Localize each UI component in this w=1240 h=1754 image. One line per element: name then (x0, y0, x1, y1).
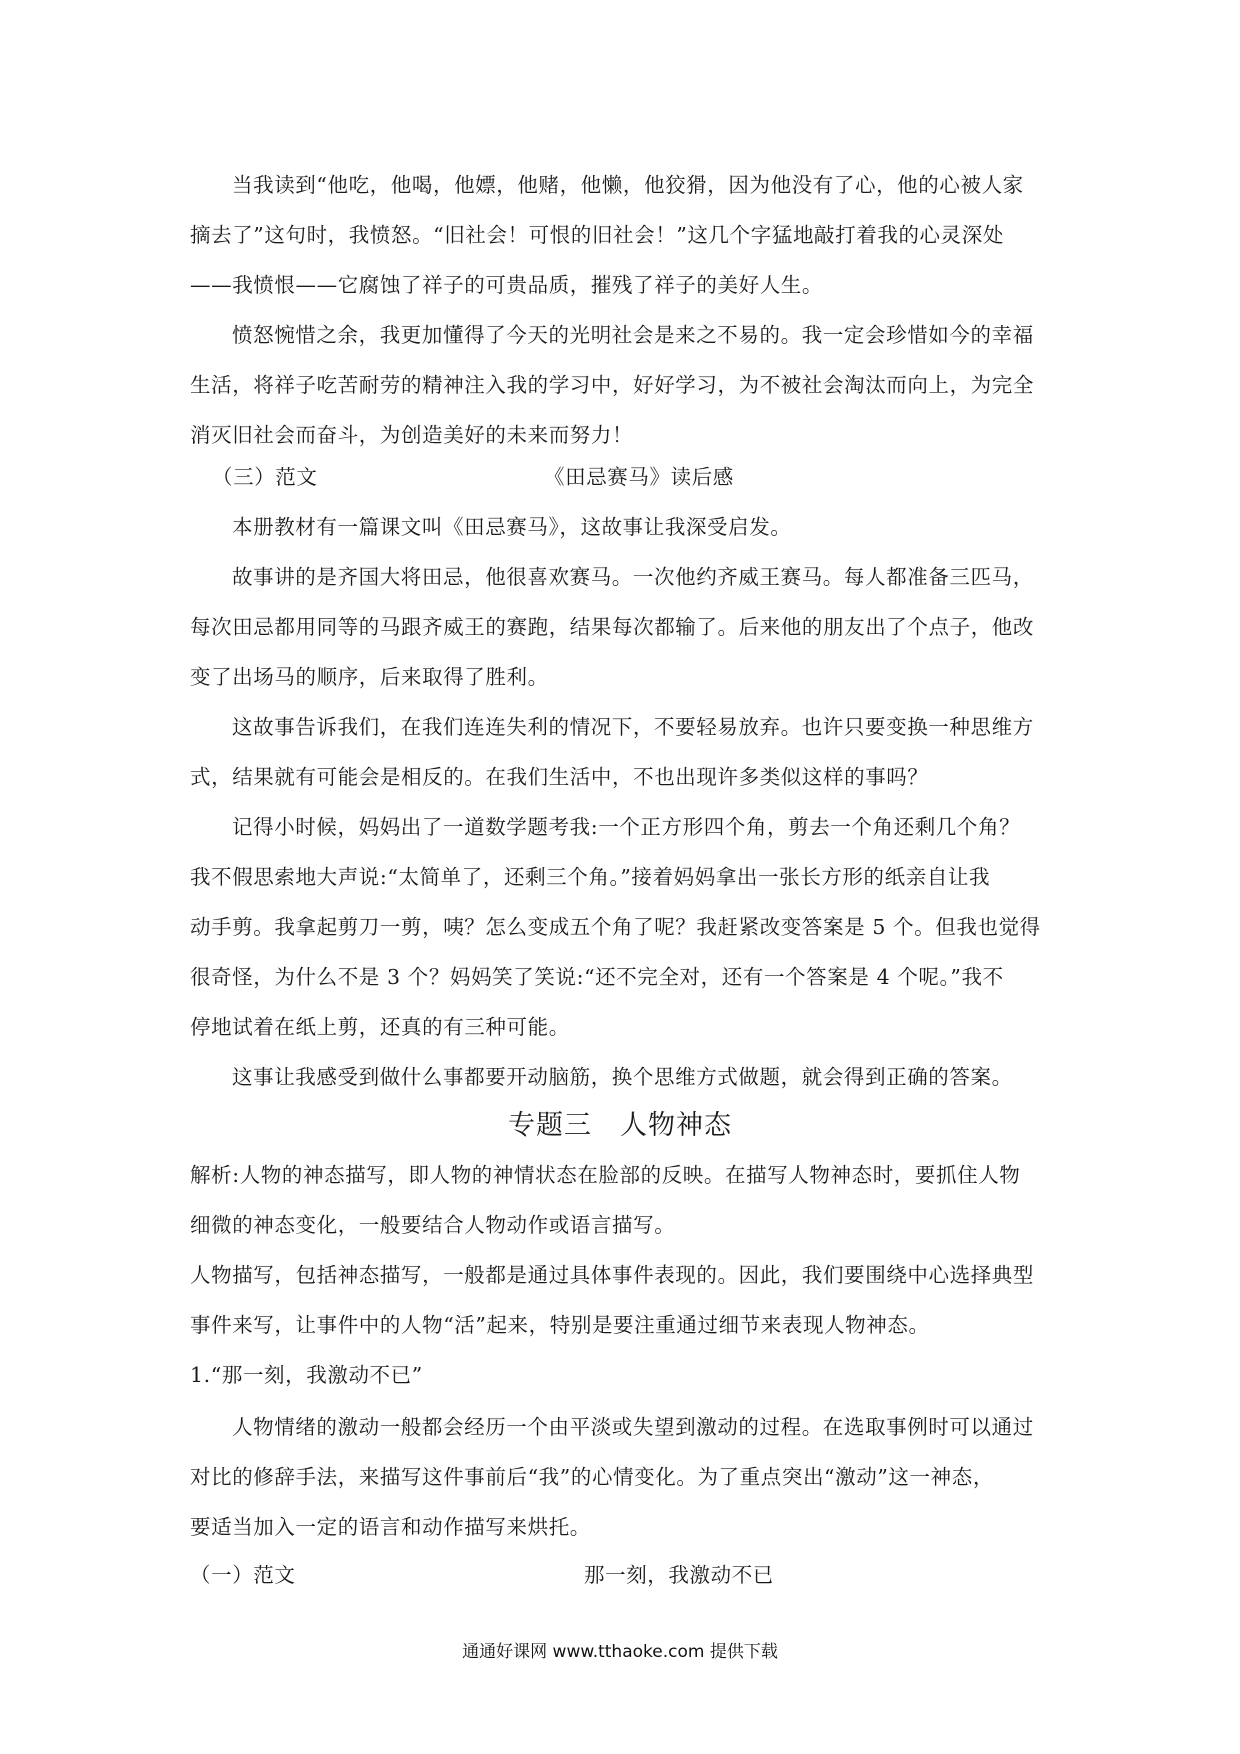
section-heading-title: 人物神态 (620, 1110, 732, 1141)
subsection-title: 1.“那一刻，我激动不已” (190, 1363, 423, 1387)
paragraph-line: 每次田忌都用同等的马跟齐威王的赛跑，结果每次都输了。后来他的朋友出了个点子，他改 (190, 615, 1034, 639)
paragraph-line: 这故事告诉我们，在我们连连失利的情况下，不要轻易放弃。也许只要变换一种思维方 (232, 715, 1034, 739)
paragraph-line: 摘去了”这句时，我愤怒。“旧社会！可恨的旧社会！”这几个字猛地敲打着我的心灵深处 (190, 223, 1004, 247)
paragraph-line: 消灭旧社会而奋斗，为创造美好的未来而努力！ (190, 423, 634, 447)
section-heading (0, 1108, 1240, 1144)
paragraph-line: 人物描写，包括神态描写，一般都是通过具体事件表现的。因此，我们要围绕中心选择典型 (190, 1263, 1034, 1287)
paragraph-line: 细微的神态变化，一般要结合人物动作或语言描写。 (190, 1213, 676, 1237)
paragraph-line: 停地试着在纸上剪，还真的有三种可能。 (190, 1015, 570, 1039)
paragraph-line: 我不假思索地大声说:“太简单了，还剩三个角。”接着妈妈拿出一张长方形的纸亲自让我 (190, 865, 991, 889)
paragraph-line: 愤怒惋惜之余，我更加懂得了今天的光明社会是来之不易的。我一定会珍惜如今的幸福 (232, 323, 1034, 347)
paragraph-line: 变了出场马的顺序，后来取得了胜利。 (190, 665, 549, 689)
paragraph-line: 事件来写，让事件中的人物“活”起来，特别是要注重通过细节来表现人物神态。 (190, 1313, 930, 1337)
essay-title: 那一刻，我激动不已 (584, 1563, 774, 1587)
paragraph-line: 动手剪。我拿起剪刀一剪，咦？怎么变成五个角了呢？我赶紧改变答案是 5 个。但我也觉得 (190, 915, 1041, 939)
paragraph-line: 生活，将祥子吃苦耐劳的精神注入我的学习中，好好学习，为不被社会淘汰而向上，为完全 (190, 373, 1034, 397)
essay-title: 《田忌赛马》读后感 (544, 465, 734, 489)
paragraph-line: 解析:人物的神态描写，即人物的神情状态在脸部的反映。在描写人物神态时，要抓住人物 (190, 1163, 1021, 1187)
paragraph-line: 人物情绪的激动一般都会经历一个由平淡或失望到激动的过程。在选取事例时可以通过 (232, 1415, 1034, 1439)
paragraph-line: 这事让我感受到做什么事都要开动脑筋，换个思维方式做题，就会得到正确的答案。 (232, 1065, 1013, 1089)
paragraph-line: 本册教材有一篇课文叫《田忌赛马》，这故事让我深受启发。 (232, 515, 792, 539)
sample-label: （三）范文 (212, 465, 318, 489)
sample-label: （一）范文 (190, 1563, 296, 1587)
section-heading-number: 专题三 (508, 1110, 592, 1141)
page-footer: 通通好课网 www.tthaoke.com 提供下载 (462, 1642, 778, 1662)
paragraph-line: 当我读到“他吃，他喝，他嫖，他赌，他懒，他狡猾，因为他没有了心，他的心被人家 (232, 173, 1024, 197)
paragraph-line: 故事讲的是齐国大将田忌，他很喜欢赛马。一次他约齐威王赛马。每人都准备三匹马， (232, 565, 1034, 589)
paragraph-line: 记得小时候，妈妈出了一道数学题考我:一个正方形四个角，剪去一个角还剩几个角？ (232, 815, 1021, 839)
paragraph-line: 要适当加入一定的语言和动作描写来烘托。 (190, 1515, 591, 1539)
paragraph-line: ——我愤恨——它腐蚀了祥子的可贵品质，摧残了祥子的美好人生。 (190, 273, 823, 297)
paragraph-line: 对比的修辞手法，来描写这件事前后“我”的心情变化。为了重点突出“激动”这一神态， (190, 1465, 994, 1489)
paragraph-line: 很奇怪，为什么不是 3 个？妈妈笑了笑说:“还不完全对，还有一个答案是 4 个呢。”我不 (190, 965, 1004, 989)
paragraph-line: 式，结果就有可能会是相反的。在我们生活中，不也出现许多类似这样的事吗？ (190, 765, 929, 789)
